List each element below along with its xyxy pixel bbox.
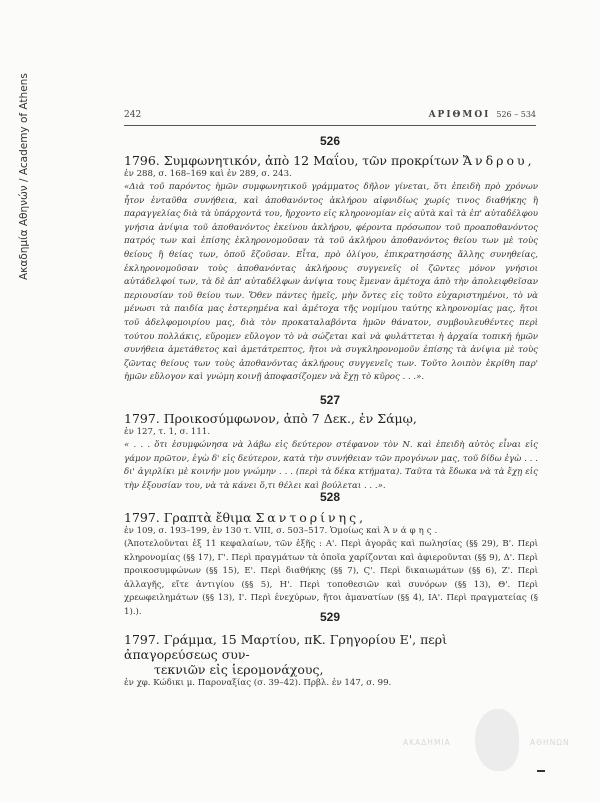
entry-content: (Ἀποτελοῦνται ἐξ 11 κεφαλαίων, τῶν ἑξῆς : Α'. Περὶ ἀγορᾶς καὶ πωλησίας (§§ 29), Β'. Περὶ κληρονομίας (§§ 17), Γ'. Περὶ πραγμάτων τὰ ὁποῖα χαρίζονται καὶ ἀφιεροῦνται (§§ 9), Δ'. Περὶ προικοσυμφώνων (§§ 15), Ε'. Περὶ διαθήκης (§§ 7), Ϛ'. Περὶ δικαιωμάτων (§§ 6), Ζ'. Περὶ ἀλλαγῆς, εἴτε ἀντιγίου (§§ 5), Η'. Περὶ τοποθεσιῶν καὶ συνόρων (§§ 13), Θ'. Περὶ χρεωφειλημάτων (§§ 13), Ι'. Περὶ ἐνεχύρων, ἤτοι ἀμανατίων (§§ 4), ΙΑ'. Περὶ πραγματείας (§ 1).). (124, 539, 538, 617)
entry-reference-text: ἐν 109, σ. 193–199, ἐν 130 τ. VIII, σ. 503–517. Ὁμοίως καὶ (124, 526, 381, 536)
athena-head-icon (475, 709, 519, 771)
number-range: 526 – 534 (496, 110, 536, 119)
section-number: 529 (319, 610, 341, 624)
entry-526 (124, 153, 538, 385)
entry-title-line2: τεκνιῶν εἰς ἱερομονάχους, (154, 662, 324, 677)
header-rule (124, 125, 536, 126)
entry-title-text: 1796. Συμφωνητικόν, ἀπὸ 12 Μαΐου, τῶν προκρίτων (124, 153, 459, 168)
entry-527 (124, 411, 538, 493)
watermark-right-text: ΑΘΗΝΩΝ (530, 738, 570, 747)
entry-title (124, 153, 538, 168)
entry-title-line1: 1797. Γράμμα, 15 Μαρτίου, πΚ. Γρηγορίου Ε', περὶ ἀπαγορεύσεως συν- (124, 632, 448, 662)
entry-reference: ἐν 288, σ. 168–169 καὶ ἐν 289, σ. 243. (124, 169, 292, 179)
entry-quote: « . . . ὅτι ἐσυμφώνησα νὰ λάβω εἰς δεύτερον στέφανον τὸν Ν. καὶ ἐπειδὴ αὐτὸς εἶναι εἰς γάμον πρῶτον, ἐγὼ δ' εἰς δεύτερον, κατὰ τὴν συνήθειαν τῶν προγόνων μας, τοῦ δίδω ἐγὼ . . . δι' ἀγιρλίκι μὲ κοινήν μου γνώμην . . . (περὶ τὰ δέκα κτήματα). Ταῦτα τὰ ἔδωκα νὰ τὰ ἔχῃ εἰς τὴν ἐξουσίαν του, νὰ τὰ κάνει ὅ,τι θέλει καὶ βούλεται . . .». (124, 440, 538, 491)
entry-quote: «Διὰ τοῦ παρόντος ἡμῶν συμφωνητικοῦ γράμματος δῆλον γίνεται, ὅτι ἐπειδὴ πρὸ χρόνων ἦτον ἐνταῦθα συνήθεια, καὶ ἀποθανόντος ἀκλήρου αἰφνιδίως χωρίς τινος διαθήκης ἢ παραγγελίας διὰ τὰ ὑπάρχοντά του, ἤρχοντο εἰς κληρονομίαν εἰς αὐτὰ καὶ τὰ ἐπ' αὐταδέλφου γνήσια ἀνίψια τοῦ ἀποθανόντος ἐκείνου ἀκλήρου, φέροντα πρόσωπον τοῦ προαποθανόντος πατρός των καὶ ἐπίσης ἐκληρονομοῦσαν τὰ τοῦ ἀκλήρου ἀποθανόντος θείου των μὲ τοὺς θείους ἢ θείας των, ὁποῦ ἔζοῦσαν. Εἶτα, πρὸ ὀλίγου, ἐπικρατησάσης ἄλλης συνηθείας, ἐκληρονομοῦσαν τοὺς ἀποθανόντας ἀκλήρους συγγενεῖς οἱ ζῶντες μόνον γνήσιοι αὐτάδελφοί των, τὰ δὲ ἀπ' αὐταδέλφων ἀνίψια τους ἔμεναν ἀμέτοχα ἀπὸ τὴν ἀπολειφθεῖσαν περιουσίαν τοῦ θείου των. Ὅθεν πάντες ἡμεῖς, μὴν ὄντες εἰς τοῦτο εὐχαριστημένοι, τὸ νὰ μένωσι τὰ παιδία μας ἐστερημένα καὶ ἀμέτοχα τῆς νομίμου ταύτης κληρονομίας μας, ἤτοι τοῦ ἀδελφομοιρίου μας, διὰ τὸν προκαταλαβόντα ἡμῶν θάνατον, συμβουλευθέντες περὶ τούτου πολλάκις, εὕρομεν εὔλογον τὸ νὰ σώζεται καὶ νὰ φυλάττεται ἡ ἀρχαία τοπική ἡμῶν συνήθεια ἀμετάθετος καὶ ἀμετάτρεπτος, ἤτοι νὰ συγκληρονομοῦν ἐπίσης τὰ ἀνίψια μὲ τοὺς ζῶντας θείους των τοὺς ἀποθανόντας ἀκλήρους συγγενεῖς των. Τοῦτο λοιπὸν ἐκρίθη παρ' ἡμῶν εὔλογον καὶ γνώμη κοινῇ ἀποφασίζομεν νὰ ἔχῃ τὸ κῦρος . . .». (124, 182, 538, 383)
section-number: 528 (319, 490, 341, 504)
running-title-text: ΑΡΙΘΜΟΙ (428, 110, 491, 120)
entry-title: 1797. Προικοσύμφωνον, ἀπὸ 7 Δεκ., ἐν Σάμῳ, (124, 411, 417, 426)
entry-title-text: 1797. Γραπτὰ ἔθιμα (124, 510, 252, 525)
entry-reference: ἐν 127, τ. 1, σ. 111. (124, 427, 211, 437)
entry-reference (124, 525, 538, 538)
entry-reference: ἐν χφ. Κώδικι μ. Παροναξίας (σ. 39–42). Πρβλ. ἐν 147, σ. 99. (124, 678, 392, 688)
entry-reference-place: Ἀνάφης. (383, 526, 441, 536)
academy-logo-watermark (395, 705, 590, 775)
running-title (429, 110, 536, 120)
running-header (124, 110, 536, 124)
entry-title (124, 510, 538, 525)
entry-place: Ἄνδρου, (462, 153, 535, 168)
entry-528 (124, 510, 538, 620)
entry-place: Σαντορίνης, (255, 510, 367, 525)
archive-watermark: Ακαδημία Αθηνών / Academy of Athens (18, 73, 30, 280)
watermark-left-text: ΑΚΑΔΗΜΙΑ (403, 738, 451, 747)
section-number: 527 (319, 393, 341, 407)
page-number: 242 (124, 110, 142, 120)
entry-529 (124, 632, 538, 690)
page-mark (537, 770, 545, 772)
section-number: 526 (319, 134, 341, 148)
